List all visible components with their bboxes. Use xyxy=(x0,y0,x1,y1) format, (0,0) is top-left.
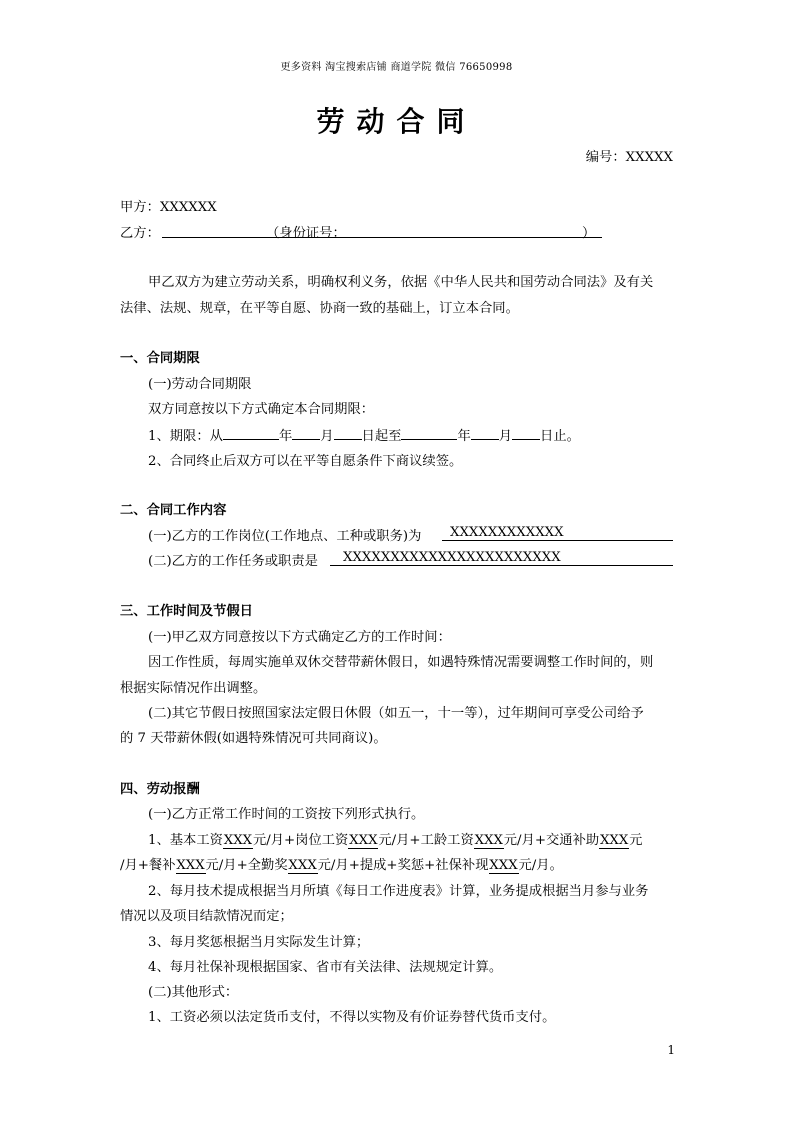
s4-line-7: 4、每月社保补现根据国家、省市有关法律、法规规定计算。 xyxy=(148,960,503,975)
job-duty-label: (二)乙方的工作任务或职责是 xyxy=(148,554,318,569)
social-security-label: 元/月+提成+奖惩+社保补现 xyxy=(317,858,489,873)
party-a: 甲方：XXXXXX xyxy=(120,200,217,215)
party-b-underline xyxy=(162,222,602,238)
day-to-label: 日起至 xyxy=(361,429,402,444)
s4-line-4: 2、每月技术提成根据当月所填《每日工作进度表》计算，业务提成根据当月参与业务 xyxy=(148,884,649,899)
job-position-value: XXXXXXXXXXXX xyxy=(450,525,564,540)
party-b-id-label: （身份证号： xyxy=(266,226,346,241)
s3-line-1: (一)甲乙双方同意按以下方式确定乙方的工作时间： xyxy=(148,630,451,645)
s4-line-9: 1、工资必须以法定货币支付，不得以实物及有价证券替代货币支付。 xyxy=(148,1010,556,1025)
section-2-heading: 二、合同工作内容 xyxy=(120,503,227,518)
party-b-id-close: ） xyxy=(582,226,596,241)
s4-salary-line-1 xyxy=(148,829,642,849)
social-security-value: XXX xyxy=(489,858,518,873)
document-title: 劳动合同 xyxy=(316,105,477,138)
s1-line-1: 双方同意按以下方式确定本合同期限： xyxy=(148,402,375,417)
transport-allowance-value: XXX xyxy=(599,833,629,848)
s3-line-5: 的 7 天带薪休假(如遇特殊情况可共同商议)。 xyxy=(120,731,387,746)
position-salary-label: 元/月+岗位工资 xyxy=(252,833,349,848)
page-number: 1 xyxy=(667,1043,675,1057)
s4-line-6: 3、每月奖惩根据当月实际发生计算； xyxy=(148,935,370,950)
page-header: 更多资料 淘宝搜索店铺 商道学院 微信 76650998 xyxy=(280,62,513,73)
s1-sub-1: (一)劳动合同期限 xyxy=(148,377,252,392)
start-year-blank xyxy=(223,424,279,440)
seniority-salary-value: XXX xyxy=(474,833,503,848)
s3-line-4: (二)其它节假日按照国家法定假日休假（如五一，十一等），过年期间可享受公司给予 xyxy=(148,706,644,721)
job-duty-value: XXXXXXXXXXXXXXXXXXXXXXX xyxy=(343,550,561,565)
term-from-label: 1、期限：从 xyxy=(148,429,223,444)
section-1-heading: 一、合同期限 xyxy=(120,351,200,366)
meal-allowance-label: /月+餐补 xyxy=(120,858,176,873)
s4-line-8: (二)其他形式： xyxy=(148,985,239,1000)
s4-salary-line-2 xyxy=(120,854,563,874)
section-4-heading: 四、劳动报酬 xyxy=(120,782,200,797)
s1-line-3: 2、合同终止后双方可以在平等自愿条件下商议续签。 xyxy=(148,454,463,469)
s3-line-3: 根据实际情况作出调整。 xyxy=(120,681,267,696)
start-month-blank xyxy=(292,424,320,440)
yuan-month-label: 元/月。 xyxy=(518,858,563,873)
s4-line-5: 情况以及项目结款情况而定； xyxy=(120,909,293,924)
s4-line-1: (一)乙方正常工作时间的工资按下列形式执行。 xyxy=(148,807,425,822)
start-day-blank xyxy=(334,424,362,440)
party-b-label: 乙方： xyxy=(120,226,160,241)
end-day-blank xyxy=(512,424,540,440)
s3-line-2: 因工作性质，每周实施单双休交替带薪休假日，如遇特殊情况需要调整工作时间的，则 xyxy=(148,655,654,670)
month-label: 月 xyxy=(498,429,513,444)
end-year-blank xyxy=(401,424,457,440)
intro-line-2: 法律、法规、规章，在平等自愿、协商一致的基础上，订立本合同。 xyxy=(120,301,519,316)
s2-line-2 xyxy=(148,550,318,569)
s1-term-line xyxy=(148,424,580,444)
s2-line-1 xyxy=(148,525,421,544)
end-month-blank xyxy=(471,424,499,440)
base-salary-value: XXX xyxy=(223,833,253,848)
section-3-heading: 三、工作时间及节假日 xyxy=(120,604,253,619)
base-salary-label: 1、基本工资 xyxy=(148,833,223,848)
year-label: 年 xyxy=(278,429,293,444)
party-b-line xyxy=(120,222,160,241)
position-salary-value: XXX xyxy=(349,833,378,848)
meal-allowance-value: XXX xyxy=(176,858,205,873)
document-number: 编号：XXXXX xyxy=(585,150,673,165)
transport-allowance-label: 元/月+交通补助 xyxy=(503,833,600,848)
day-end-label: 日止。 xyxy=(540,429,580,444)
yuan-label: 元 xyxy=(629,833,643,848)
intro-line-1: 甲乙双方为建立劳动关系，明确权利义务，依据《中华人民共和国劳动合同法》及有关 xyxy=(148,275,654,290)
attendance-bonus-label: 元/月+全勤奖 xyxy=(205,858,288,873)
job-position-label: (一)乙方的工作岗位(工作地点、工种或职务)为 xyxy=(148,529,422,544)
attendance-bonus-value: XXX xyxy=(288,858,317,873)
year-label: 年 xyxy=(457,429,471,444)
seniority-salary-label: 元/月+工龄工资 xyxy=(378,833,474,848)
month-label: 月 xyxy=(320,429,334,444)
